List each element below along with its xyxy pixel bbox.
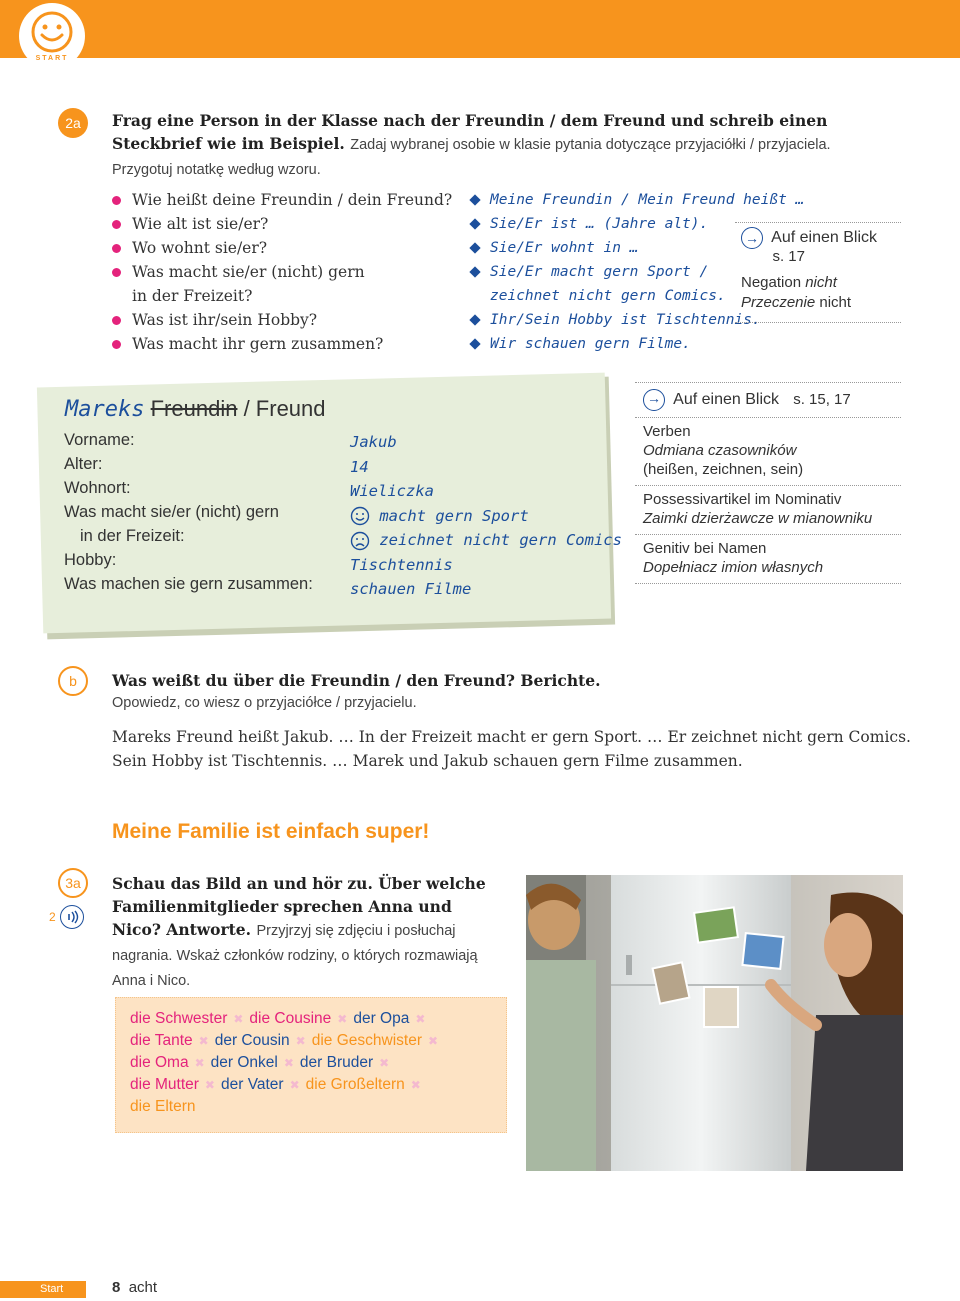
grammar-reference-box: [635, 382, 901, 584]
diamond-bullet-icon: [469, 242, 480, 253]
label-hobby: Hobby:: [64, 551, 117, 569]
card-title: [65, 396, 326, 422]
grammar-title: Auf einen Blick: [673, 390, 780, 408]
value-dislikes: zeichnet nicht gern Comics: [350, 528, 622, 553]
example-text-2b: [112, 725, 912, 773]
arrow-right-icon: [741, 227, 763, 249]
task-2a-de: Frag eine Person in der Klasse nach der Freundin / dem Freund und schreib einen Steckbrief wie im Beispiel.: [112, 111, 828, 153]
card-title-struck: Freundin: [150, 396, 238, 421]
top-bar: [0, 0, 960, 58]
value-hobby: Tischtennis: [350, 555, 453, 574]
audio-track-number: 2: [49, 910, 56, 924]
bullet-dot-icon: [112, 220, 121, 229]
diamond-bullet-icon: [469, 218, 480, 229]
word-row: die Mutter ✖ der Vater ✖ die Großeltern ✖: [130, 1076, 421, 1093]
answer-item: Sie/Er wohnt in …: [470, 236, 804, 260]
bullet-dot-icon: [112, 244, 121, 253]
card-values: [350, 430, 622, 602]
diamond-bullet-icon: [469, 314, 480, 325]
diamond-bullet-icon: [469, 266, 480, 277]
answer-item: Sie/Er ist … (Jahre alt).: [470, 212, 804, 236]
reference-title: Auf einen Blick: [771, 229, 878, 246]
family-photo: [526, 875, 903, 1171]
grammar-pages: s. 15, 17: [793, 390, 851, 408]
exercise-badge-3a: 3a: [58, 868, 88, 898]
page-number: 8 acht: [112, 1279, 158, 1296]
answer-item: Ihr/Sein Hobby ist Tischtennis.: [470, 308, 804, 332]
section-title: Meine Familie ist einfach super!: [112, 820, 430, 843]
word-box: [115, 997, 507, 1133]
label-freizeit: Was macht sie/er (nicht) gern: [64, 503, 279, 521]
arrow-right-icon: [643, 389, 665, 411]
reference-line-1: Negation nicht: [741, 274, 837, 292]
audio-play-button[interactable]: [60, 905, 84, 929]
task-2b-de: Was weißt du über die Freundin / den Freund? Berichte.: [112, 671, 601, 690]
grammar-section-genitiv: Genitiv bei Namen Dopełniacz imion własnych: [635, 535, 901, 584]
question-list: [112, 188, 452, 356]
value-likes: macht gern Sport: [350, 504, 622, 529]
value-zusammen: schauen Filme: [350, 580, 472, 598]
label-wohnort: Wohnort:: [64, 479, 131, 497]
example-line-1: Mareks Freund heißt Jakub. … In der Freizeit macht er gern Sport. … Er zeichnet nicht gern Comics.: [112, 728, 911, 746]
word-row: die Schwester ✖ die Cousine ✖ der Opa ✖: [130, 1010, 426, 1027]
task-2b: [112, 669, 892, 715]
happy-face-icon: [350, 506, 370, 526]
question-item: Was macht ihr gern zusammen?: [112, 332, 452, 356]
task-2a: [112, 109, 892, 182]
label-freizeit-cont: in der Freizeit:: [80, 527, 185, 545]
diamond-bullet-icon: [469, 338, 480, 349]
card-title-rest: / Freund: [243, 396, 326, 421]
bullet-dot-icon: [112, 268, 121, 277]
word-row: die Oma ✖ der Onkel ✖ der Bruder ✖: [130, 1054, 390, 1071]
task-3a: [112, 872, 497, 993]
sad-face-icon: [350, 531, 370, 551]
task-3a-de: Schau das Bild an und hör zu. Über welche Familienmitglieder sprechen Anna und Nico? Antworte.: [112, 874, 486, 939]
reference-box-negation: [735, 222, 901, 323]
card-labels: [64, 428, 313, 596]
card-title-name: Mareks: [65, 397, 145, 422]
bullet-dot-icon: [112, 316, 121, 325]
grammar-section-verben: Verben Odmiana czasowników (heißen, zeichnen, sein): [635, 418, 901, 486]
word-row: die Eltern: [130, 1098, 196, 1115]
question-item: Wie alt ist sie/er?: [112, 212, 452, 236]
exercise-badge-2a: 2a: [58, 108, 88, 138]
bullet-dot-icon: [112, 196, 121, 205]
start-logo: [19, 3, 85, 69]
question-item: Wie heißt deine Freundin / dein Freund?: [112, 188, 452, 212]
start-label: START: [35, 55, 69, 62]
value-wohnort: Wieliczka: [350, 482, 434, 500]
footer-tab: Start: [0, 1281, 86, 1298]
reference-line-2: Przeczenie nicht: [741, 294, 852, 312]
question-item: Was ist ihr/sein Hobby?: [112, 308, 452, 332]
value-vorname: Jakub: [350, 433, 397, 451]
grammar-header: [635, 382, 901, 418]
question-item: Was macht sie/er (nicht) gern: [112, 260, 452, 284]
word-row: die Tante ✖ der Cousin ✖ die Geschwister ✖: [130, 1032, 439, 1049]
exercise-badge-b: b: [58, 666, 88, 696]
label-alter: Alter:: [64, 455, 103, 473]
answer-item: Wir schauen gern Filme.: [470, 332, 804, 356]
label-vorname: Vorname:: [64, 431, 135, 449]
question-item-continued: in der Freizeit?: [132, 287, 253, 305]
smiley-icon: [29, 9, 75, 55]
task-2a-pl: Zadaj wybranej osobie w klasie pytania dotyczące przyjaciółki / przyjaciela. Przygotuj notatkę według wzoru.: [112, 137, 831, 178]
example-line-2: Sein Hobby ist Tischtennis. … Marek und Jakub schauen gern Filme zusammen.: [112, 752, 743, 770]
answer-item: Sie/Er macht gern Sport /: [470, 260, 804, 284]
audio-icon: [63, 907, 83, 927]
answer-item: Meine Freundin / Mein Freund heißt …: [470, 188, 804, 212]
bullet-dot-icon: [112, 340, 121, 349]
label-zusammen: Was machen sie gern zusammen:: [64, 575, 313, 593]
value-alter: 14: [350, 457, 369, 476]
question-item: Wo wohnt sie/er?: [112, 236, 452, 260]
answer-item-continued: zeichnet nicht gern Comics.: [490, 288, 726, 304]
diamond-bullet-icon: [469, 194, 480, 205]
reference-page: s. 17: [772, 248, 805, 266]
photo-illustration: [526, 875, 903, 1171]
task-2b-pl: Opowiedz, co wiesz o przyjaciółce / przyjacielu.: [112, 695, 417, 711]
grammar-section-possessiv: Possessivartikel im Nominativ Zaimki dzierżawcze w mianowniku: [635, 486, 901, 535]
task-3a-pl: Przyjrzyj się zdjęciu i posłuchaj nagrania. Wskaż członków rodziny, o których rozmawiają Anna i Nico.: [112, 923, 478, 989]
